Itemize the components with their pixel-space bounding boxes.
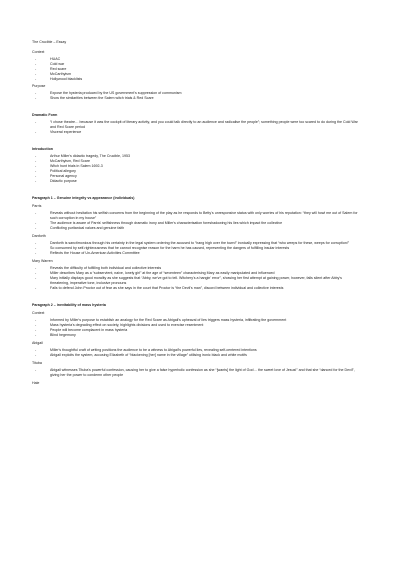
document-title: The Crucible – Essay	[32, 40, 67, 44]
tituba-label: Tituba	[32, 361, 42, 365]
paragraph2-heading: Paragraph 2 – inevitability of mass hysteria	[32, 303, 106, 307]
list-item: - Didactic purpose	[32, 179, 360, 184]
list-item: - Show the similarities between the Salem witch trials & Red Scare	[32, 96, 360, 101]
danforth-list	[32, 241, 360, 256]
purpose-list	[32, 91, 360, 101]
hale-label: Hale	[32, 381, 40, 385]
list-item: - Miller describes Mary as a “subservient, naive, lonely girl” at the age of “seventeen” characterising Mary as easily manipulated and influenced	[32, 271, 360, 276]
list-item: - McCarthyism	[32, 72, 360, 77]
p2-context-list	[32, 318, 360, 338]
context-list	[32, 57, 360, 82]
list-item: - Danforth is sanctimonious through his certainty in the legal system ordering the accused to “hang high over the town!” ironically expressing that “who weeps for these, weeps for corruption!”	[32, 241, 360, 246]
list-item: - Mass hysteria's degrading effect on society, highlights divisions and used to exercise resentment	[32, 323, 360, 328]
list-item: - Arthur Miller's didactic tragedy, The Crucible, 1953	[32, 154, 360, 159]
list-item: - “I chose theatre… because it was the cockpit of literary activity, and you could talk directly to an audience and radicalise the people”; something people were too scared to do during the Cold War and Red Scare period	[32, 120, 360, 130]
list-item: - Visceral experience	[32, 130, 360, 135]
dramatic-form-heading: Dramatic Form	[32, 113, 58, 117]
parris-list	[32, 211, 360, 231]
p2-context-label: Context	[32, 311, 45, 315]
list-item: - Conflicting puritanical values and genuine faith	[32, 226, 360, 231]
list-item: - Blind hegemony	[32, 333, 360, 338]
abigail-list	[32, 348, 360, 358]
list-item: - So consumed by self-righteousness that he cannot recognise reason for the harm he has caused, representing the dangers of fulfilling insular interests	[32, 246, 360, 251]
list-item: - Reveals without hesitation his selfish concerns from the beginning of the play as he responds to Betty's unresponsive status with only worries of his reputation: “they will howl me out of Salem for such corruption in my house”	[32, 211, 360, 221]
list-item: - Miller's thoughtful craft of writing positions the audience to be a witness to Abigail's powerful lies, revealing self-centered intentions	[32, 348, 360, 353]
paragraph1-heading: Paragraph 1 – Genuine integrity vs appearance (individuals)	[32, 196, 135, 200]
list-item: - Fails to defend John Proctor out of fear as she says in the court that Proctor is “the Devil's man”, discord between individual and collective interests	[32, 286, 360, 291]
list-item: - Abigail witnesses Tituba's powerful confession, causing her to give a false hyperbolic confession as she “[wants] the light of God… the sweet love of Jesus!” and that she “danced for the Devil”, giving her the power to condemn other people	[32, 368, 360, 378]
list-item: - The audience is aware of Parris' selfishness through dramatic irony and Miller's characterisation foreshadowing his lies which impact the collective	[32, 221, 360, 226]
list-item: - Abigail exploits the system, accusing Elizabeth of “blackening [her] name in the village” utilising ironic black and white motifs	[32, 353, 360, 358]
list-item: - Cold war	[32, 62, 360, 67]
abigail-label: Abigail	[32, 341, 43, 345]
list-item: - People will become complacent in mass hysteria	[32, 328, 360, 333]
mary-warren-label: Mary Warren	[32, 259, 53, 263]
mary-warren-list	[32, 266, 360, 291]
dramatic-form-list	[32, 120, 360, 135]
list-item: - Hollywood blacklists	[32, 77, 360, 82]
introduction-heading: Introduction	[32, 147, 53, 151]
list-item: - Red scare	[32, 67, 360, 72]
tituba-list	[32, 368, 360, 378]
introduction-list	[32, 154, 360, 184]
list-item: - Reveals the difficulty of fulfilling both individual and collective interests	[32, 266, 360, 271]
danforth-label: Danforth	[32, 234, 46, 238]
list-item: - Expose the hysteria produced by the US government's suppression of communism	[32, 91, 360, 96]
list-item: - Political allegory	[32, 169, 360, 174]
list-item: - Reflects the House of Un-American Activities Committee	[32, 251, 360, 256]
context-label: Context	[32, 50, 45, 54]
list-item: - McCarthyism, Red Scare	[32, 159, 360, 164]
list-item: - Personal agency	[32, 174, 360, 179]
parris-label: Parris	[32, 204, 42, 208]
list-item: - Mary initially displays good morality as she suggests that “Abby, we've got to tell. Witchery's a hangin' error”, showing her first attempt at gaining power, however, falls silent after Abby's threatening, imperative tone, inclusive pronouns	[32, 276, 360, 286]
purpose-label: Purpose	[32, 84, 46, 88]
list-item: - HUAC	[32, 57, 360, 62]
list-item: - Informed by Miller's purpose to establish an analogy for the Red Scare as Abigail's upheaval of lies triggers mass hysteria, infiltrating the government	[32, 318, 360, 323]
list-item: - Witch hunt trials in Salem 1692-3	[32, 164, 360, 169]
